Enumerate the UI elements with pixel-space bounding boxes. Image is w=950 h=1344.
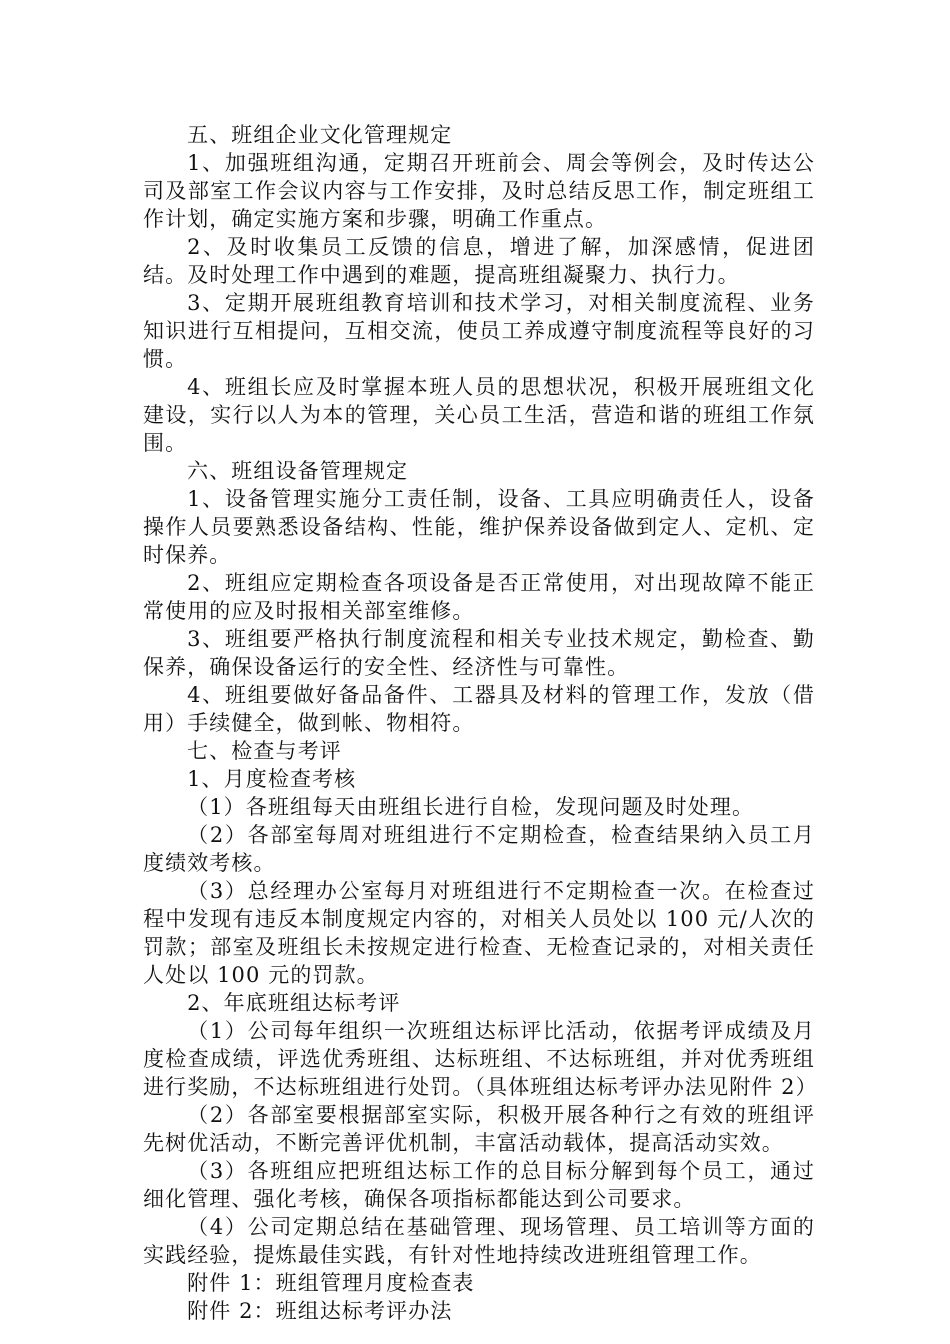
attachment-line-1: 附件 1：班组管理月度检查表 [187, 1271, 475, 1295]
paragraph: （1）公司每年组织一次班组达标评比活动，依据考评成绩及月度检查成绩，评选优秀班组、达标班组、不达标班组，并对优秀班组进行奖励，不达标班组进行处罚。（具体班组达标考评办法见附件 2） [143, 1019, 818, 1099]
paragraph: （3）各班组应把班组达标工作的总目标分解到每个员工，通过细化管理、强化考核，确保各项指标都能达到公司要求。 [143, 1159, 815, 1211]
paragraph: 2、及时收集员工反馈的信息，增进了解，加深感情，促进团结。及时处理工作中遇到的难题，提高班组凝聚力、执行力。 [143, 235, 815, 287]
paragraph: （2）各部室每周对班组进行不定期检查，检查结果纳入员工月度绩效考核。 [143, 823, 815, 875]
document-body [143, 121, 818, 1325]
section-heading-equipment: 六、班组设备管理规定 [187, 459, 409, 483]
paragraph: 3、定期开展班组教育培训和技术学习，对相关制度流程、业务知识进行互相提问，互相交流，使员工养成遵守制度流程等良好的习惯。 [143, 291, 815, 371]
paragraph: 1、设备管理实施分工责任制，设备、工具应明确责任人，设备操作人员要熟悉设备结构、性能，维护保养设备做到定人、定机、定时保养。 [143, 487, 815, 567]
paragraph: 1、加强班组沟通，定期召开班前会、周会等例会，及时传达公司及部室工作会议内容与工作安排，及时总结反思工作，制定班组工作计划，确定实施方案和步骤，明确工作重点。 [143, 151, 815, 231]
subsection-heading-yearly: 2、年底班组达标考评 [187, 991, 401, 1015]
section-heading-inspection: 七、检查与考评 [187, 739, 342, 763]
paragraph: 4、班组长应及时掌握本班人员的思想状况，积极开展班组文化建设，实行以人为本的管理，关心员工生活，营造和谐的班组工作氛围。 [143, 375, 815, 455]
paragraph: 3、班组要严格执行制度流程和相关专业技术规定，勤检查、勤保养，确保设备运行的安全性、经济性与可靠性。 [143, 627, 815, 679]
paragraph: （2）各部室要根据部室实际，积极开展各种行之有效的班组评先树优活动，不断完善评优机制，丰富活动载体，提高活动实效。 [143, 1103, 815, 1155]
section-heading-culture: 五、班组企业文化管理规定 [187, 123, 453, 147]
attachment-line-2: 附件 2：班组达标考评办法 [187, 1299, 453, 1323]
subsection-heading-monthly: 1、月度检查考核 [187, 767, 357, 791]
paragraph: 2、班组应定期检查各项设备是否正常使用，对出现故障不能正常使用的应及时报相关部室维修。 [143, 571, 815, 623]
paragraph: （4）公司定期总结在基础管理、现场管理、员工培训等方面的实践经验，提炼最佳实践，有针对性地持续改进班组管理工作。 [143, 1215, 815, 1267]
paragraph: 4、班组要做好备品备件、工器具及材料的管理工作，发放（借用）手续健全，做到帐、物相符。 [143, 683, 815, 735]
paragraph: （3）总经理办公室每月对班组进行不定期检查一次。在检查过程中发现有违反本制度规定内容的，对相关人员处以 100 元/人次的罚款；部室及班组长未按规定进行检查、无检查记录的，对相关责任人处以 100 元的罚款。 [143, 879, 815, 987]
paragraph: （1）各班组每天由班组长进行自检，发现问题及时处理。 [187, 795, 755, 819]
